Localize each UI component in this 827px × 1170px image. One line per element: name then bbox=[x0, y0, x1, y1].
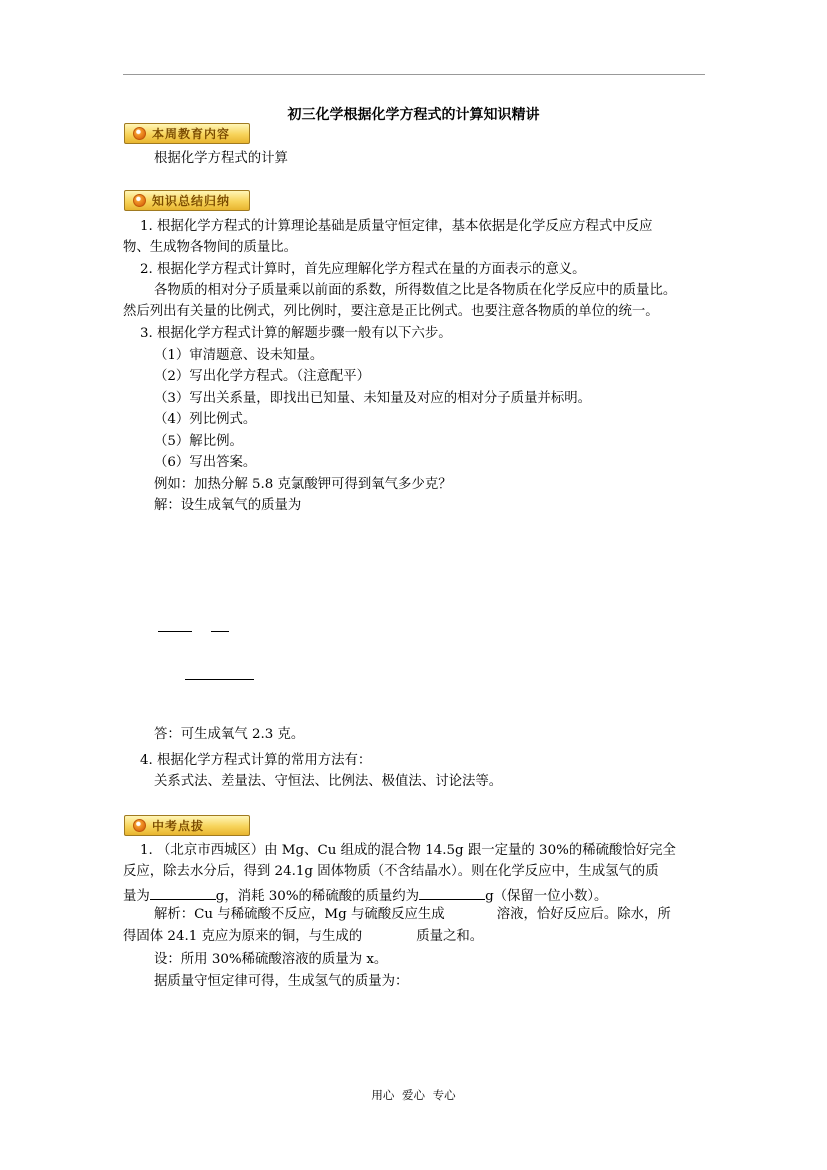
summary-line: 物、生成物各物间的质量比。 bbox=[123, 240, 298, 255]
conservation-line: 据质量守恒定律可得，生成氢气的质量为： bbox=[154, 974, 409, 989]
step-item: （5）解比例。 bbox=[154, 434, 243, 449]
fraction-line bbox=[185, 679, 254, 680]
summary-line: 然后列出有关量的比例式，列比例时，要注意是正比例式。也要注意各物质的单位的统一。 bbox=[123, 304, 659, 319]
example-solution: 解：设生成氧气的质量为 bbox=[154, 498, 302, 513]
exam-question-line: 反应，除去水分后，得到 24.1g 固体物质（不含结晶水）。则在化学反应中，生成氢气的质 bbox=[123, 864, 659, 879]
exam-question-line: 1. （北京市西城区）由 Mg、Cu 组成的混合物 14.5g 跟一定量的 30%的稀硫酸恰好完全 bbox=[140, 843, 676, 858]
fraction-line bbox=[158, 631, 192, 632]
analysis-line: 得固体 24.1 克应为原来的铜，与生成的 质量之和。 bbox=[123, 929, 484, 944]
summary-line: 各物质的相对分子质量乘以前面的系数，所得数值之比是各物质在化学反应中的质量比。 bbox=[154, 283, 677, 298]
bullet-circle-icon bbox=[133, 127, 146, 140]
header-rule bbox=[123, 74, 705, 75]
methods-list: 关系式法、差量法、守恒法、比例法、极值法、讨论法等。 bbox=[154, 774, 503, 789]
fraction-line bbox=[211, 631, 229, 632]
assumption-line: 设：所用 30%稀硫酸溶液的质量为 x。 bbox=[154, 952, 388, 967]
answer-blank bbox=[419, 885, 485, 900]
page-footer: 用心 爱心 专心 bbox=[371, 1088, 456, 1102]
week-content-text: 根据化学方程式的计算 bbox=[154, 151, 288, 166]
step-item: （6）写出答案。 bbox=[154, 455, 257, 470]
example-question: 例如：加热分解 5.8 克氯酸钾可得到氧气多少克？ bbox=[154, 477, 452, 492]
summary-line: 2. 根据化学方程式计算时，首先应理解化学方程式在量的方面表示的意义。 bbox=[140, 262, 586, 277]
step-item: （1）审清题意、设未知量。 bbox=[154, 348, 324, 363]
step-item: （3）写出关系量，即找出已知量、未知量及对应的相对分子质量并标明。 bbox=[154, 391, 592, 406]
section-badge-week-content: 本周教育内容 bbox=[124, 123, 250, 144]
section-badge-exam: 中考点拔 bbox=[124, 815, 250, 836]
analysis-line: 解析：Cu 与稀硫酸不反应，Mg 与硫酸反应生成 溶液，恰好反应后。除水，所 bbox=[154, 907, 671, 922]
bullet-circle-icon bbox=[133, 194, 146, 207]
bullet-circle-icon bbox=[133, 819, 146, 832]
summary-line: 1. 根据化学方程式的计算理论基础是质量守恒定律，基本依据是化学反应方程式中反应 bbox=[140, 219, 653, 234]
page-title: 初三化学根据化学方程式的计算知识精讲 bbox=[287, 107, 540, 123]
summary-line: 4. 根据化学方程式计算的常用方法有： bbox=[140, 753, 372, 768]
step-item: （2）写出化学方程式。（注意配平） bbox=[154, 369, 371, 384]
answer-blank bbox=[150, 885, 216, 900]
summary-line: 3. 根据化学方程式计算的解题步骤一般有以下六步。 bbox=[140, 326, 452, 341]
step-item: （4）列比例式。 bbox=[154, 412, 257, 427]
exam-question-line: 量为 g，消耗 30%的稀硫酸的质量约为 g（保留一位小数）。 bbox=[123, 885, 607, 906]
example-answer: 答：可生成氧气 2.3 克。 bbox=[154, 727, 305, 742]
section-badge-summary: 知识总结归纳 bbox=[124, 190, 250, 211]
